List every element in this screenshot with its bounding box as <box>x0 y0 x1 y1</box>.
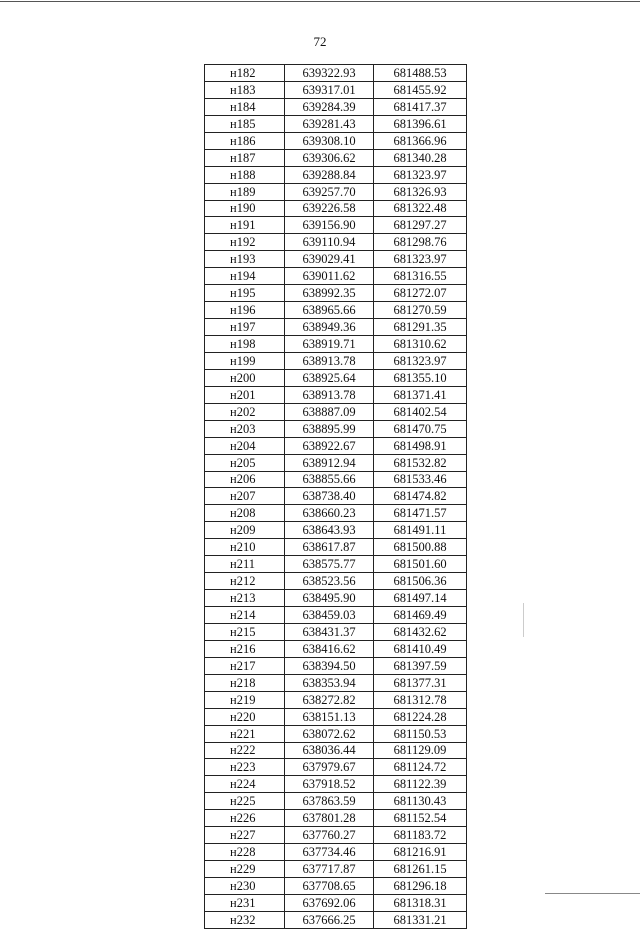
table-row <box>205 183 467 200</box>
x-coordinate-cell: 639284.39 <box>285 98 374 115</box>
y-coordinate-cell: 681488.53 <box>374 65 467 82</box>
point-id-cell: н223 <box>205 759 285 776</box>
y-coordinate-cell: 681377.31 <box>374 674 467 691</box>
y-coordinate-cell: 681291.35 <box>374 319 467 336</box>
y-coordinate-cell: 681455.92 <box>374 81 467 98</box>
point-id-cell: н209 <box>205 522 285 539</box>
x-coordinate-cell: 638431.37 <box>285 623 374 640</box>
table-row <box>205 386 467 403</box>
point-id-cell: н229 <box>205 861 285 878</box>
table-row <box>205 234 467 251</box>
x-coordinate-cell: 638394.50 <box>285 657 374 674</box>
y-coordinate-cell: 681216.91 <box>374 844 467 861</box>
point-id-cell: н193 <box>205 251 285 268</box>
y-coordinate-cell: 681316.55 <box>374 268 467 285</box>
coordinates-table-body <box>205 65 467 929</box>
y-coordinate-cell: 681533.46 <box>374 471 467 488</box>
table-row <box>205 793 467 810</box>
point-id-cell: н186 <box>205 132 285 149</box>
table-row <box>205 607 467 624</box>
point-id-cell: н190 <box>205 200 285 217</box>
y-coordinate-cell: 681310.62 <box>374 336 467 353</box>
point-id-cell: н200 <box>205 369 285 386</box>
table-row <box>205 369 467 386</box>
point-id-cell: н201 <box>205 386 285 403</box>
x-coordinate-cell: 638353.94 <box>285 674 374 691</box>
x-coordinate-cell: 638738.40 <box>285 488 374 505</box>
x-coordinate-cell: 638992.35 <box>285 285 374 302</box>
point-id-cell: н206 <box>205 471 285 488</box>
y-coordinate-cell: 681432.62 <box>374 623 467 640</box>
table-row <box>205 65 467 82</box>
x-coordinate-cell: 638072.62 <box>285 725 374 742</box>
x-coordinate-cell: 638949.36 <box>285 319 374 336</box>
point-id-cell: н228 <box>205 844 285 861</box>
y-coordinate-cell: 681122.39 <box>374 776 467 793</box>
table-row <box>205 81 467 98</box>
y-coordinate-cell: 681417.37 <box>374 98 467 115</box>
table-row <box>205 776 467 793</box>
table-row <box>205 488 467 505</box>
point-id-cell: н189 <box>205 183 285 200</box>
point-id-cell: н208 <box>205 505 285 522</box>
table-row <box>205 471 467 488</box>
y-coordinate-cell: 681312.78 <box>374 691 467 708</box>
table-row <box>205 674 467 691</box>
point-id-cell: н226 <box>205 810 285 827</box>
y-coordinate-cell: 681224.28 <box>374 708 467 725</box>
table-row <box>205 844 467 861</box>
point-id-cell: н218 <box>205 674 285 691</box>
x-coordinate-cell: 639257.70 <box>285 183 374 200</box>
point-id-cell: н205 <box>205 454 285 471</box>
y-coordinate-cell: 681323.97 <box>374 166 467 183</box>
x-coordinate-cell: 639029.41 <box>285 251 374 268</box>
x-coordinate-cell: 637666.25 <box>285 911 374 928</box>
table-row <box>205 573 467 590</box>
point-id-cell: н191 <box>205 217 285 234</box>
y-coordinate-cell: 681318.31 <box>374 894 467 911</box>
table-row <box>205 725 467 742</box>
coordinates-table <box>204 64 467 929</box>
x-coordinate-cell: 637918.52 <box>285 776 374 793</box>
x-coordinate-cell: 638913.78 <box>285 386 374 403</box>
y-coordinate-cell: 681474.82 <box>374 488 467 505</box>
y-coordinate-cell: 681402.54 <box>374 403 467 420</box>
x-coordinate-cell: 637717.87 <box>285 861 374 878</box>
point-id-cell: н211 <box>205 556 285 573</box>
x-coordinate-cell: 638660.23 <box>285 505 374 522</box>
table-row <box>205 522 467 539</box>
table-row <box>205 827 467 844</box>
table-row <box>205 336 467 353</box>
x-coordinate-cell: 638151.13 <box>285 708 374 725</box>
y-coordinate-cell: 681397.59 <box>374 657 467 674</box>
x-coordinate-cell: 639110.94 <box>285 234 374 251</box>
y-coordinate-cell: 681506.36 <box>374 573 467 590</box>
y-coordinate-cell: 681371.41 <box>374 386 467 403</box>
x-coordinate-cell: 637708.65 <box>285 878 374 895</box>
table-row <box>205 759 467 776</box>
x-coordinate-cell: 638459.03 <box>285 607 374 624</box>
top-border-line <box>0 1 640 2</box>
table-row <box>205 149 467 166</box>
point-id-cell: н204 <box>205 437 285 454</box>
x-coordinate-cell: 639317.01 <box>285 81 374 98</box>
table-row <box>205 861 467 878</box>
y-coordinate-cell: 681323.97 <box>374 251 467 268</box>
point-id-cell: н183 <box>205 81 285 98</box>
table-row <box>205 691 467 708</box>
y-coordinate-cell: 681152.54 <box>374 810 467 827</box>
point-id-cell: н217 <box>205 657 285 674</box>
point-id-cell: н197 <box>205 319 285 336</box>
point-id-cell: н220 <box>205 708 285 725</box>
x-coordinate-cell: 638855.66 <box>285 471 374 488</box>
point-id-cell: н232 <box>205 911 285 928</box>
y-coordinate-cell: 681130.43 <box>374 793 467 810</box>
x-coordinate-cell: 638416.62 <box>285 640 374 657</box>
scan-artifact-line <box>523 603 524 637</box>
point-id-cell: н207 <box>205 488 285 505</box>
x-coordinate-cell: 638272.82 <box>285 691 374 708</box>
y-coordinate-cell: 681323.97 <box>374 352 467 369</box>
point-id-cell: н216 <box>205 640 285 657</box>
y-coordinate-cell: 681410.49 <box>374 640 467 657</box>
y-coordinate-cell: 681326.93 <box>374 183 467 200</box>
y-coordinate-cell: 681532.82 <box>374 454 467 471</box>
table-row <box>205 285 467 302</box>
y-coordinate-cell: 681296.18 <box>374 878 467 895</box>
y-coordinate-cell: 681331.21 <box>374 911 467 928</box>
y-coordinate-cell: 681471.57 <box>374 505 467 522</box>
table-row <box>205 166 467 183</box>
table-row <box>205 894 467 911</box>
x-coordinate-cell: 638523.56 <box>285 573 374 590</box>
point-id-cell: н227 <box>205 827 285 844</box>
point-id-cell: н215 <box>205 623 285 640</box>
x-coordinate-cell: 638643.93 <box>285 522 374 539</box>
point-id-cell: н187 <box>205 149 285 166</box>
point-id-cell: н224 <box>205 776 285 793</box>
y-coordinate-cell: 681297.27 <box>374 217 467 234</box>
point-id-cell: н212 <box>205 573 285 590</box>
x-coordinate-cell: 638495.90 <box>285 590 374 607</box>
y-coordinate-cell: 681491.11 <box>374 522 467 539</box>
x-coordinate-cell: 638922.67 <box>285 437 374 454</box>
table-row <box>205 539 467 556</box>
table-row <box>205 403 467 420</box>
y-coordinate-cell: 681469.49 <box>374 607 467 624</box>
y-coordinate-cell: 681340.28 <box>374 149 467 166</box>
x-coordinate-cell: 638965.66 <box>285 302 374 319</box>
point-id-cell: н184 <box>205 98 285 115</box>
x-coordinate-cell: 637801.28 <box>285 810 374 827</box>
y-coordinate-cell: 681366.96 <box>374 132 467 149</box>
point-id-cell: н230 <box>205 878 285 895</box>
x-coordinate-cell: 637734.46 <box>285 844 374 861</box>
x-coordinate-cell: 638925.64 <box>285 369 374 386</box>
table-row <box>205 590 467 607</box>
x-coordinate-cell: 639288.84 <box>285 166 374 183</box>
point-id-cell: н194 <box>205 268 285 285</box>
point-id-cell: н231 <box>205 894 285 911</box>
table-row <box>205 319 467 336</box>
x-coordinate-cell: 639306.62 <box>285 149 374 166</box>
point-id-cell: н225 <box>205 793 285 810</box>
table-row <box>205 115 467 132</box>
x-coordinate-cell: 639226.58 <box>285 200 374 217</box>
y-coordinate-cell: 681129.09 <box>374 742 467 759</box>
table-row <box>205 810 467 827</box>
point-id-cell: н221 <box>205 725 285 742</box>
table-row <box>205 911 467 928</box>
table-row <box>205 657 467 674</box>
x-coordinate-cell: 639011.62 <box>285 268 374 285</box>
x-coordinate-cell: 638036.44 <box>285 742 374 759</box>
page-number: 72 <box>313 34 327 49</box>
y-coordinate-cell: 681497.14 <box>374 590 467 607</box>
table-row <box>205 742 467 759</box>
x-coordinate-cell: 638913.78 <box>285 352 374 369</box>
table-row <box>205 878 467 895</box>
table-row <box>205 556 467 573</box>
x-coordinate-cell: 638895.99 <box>285 420 374 437</box>
point-id-cell: н182 <box>205 65 285 82</box>
point-id-cell: н222 <box>205 742 285 759</box>
x-coordinate-cell: 637863.59 <box>285 793 374 810</box>
y-coordinate-cell: 681322.48 <box>374 200 467 217</box>
table-row <box>205 437 467 454</box>
table-row <box>205 268 467 285</box>
y-coordinate-cell: 681272.07 <box>374 285 467 302</box>
x-coordinate-cell: 637979.67 <box>285 759 374 776</box>
y-coordinate-cell: 681470.75 <box>374 420 467 437</box>
y-coordinate-cell: 681396.61 <box>374 115 467 132</box>
point-id-cell: н213 <box>205 590 285 607</box>
table-row <box>205 217 467 234</box>
y-coordinate-cell: 681124.72 <box>374 759 467 776</box>
table-row <box>205 302 467 319</box>
y-coordinate-cell: 681500.88 <box>374 539 467 556</box>
x-coordinate-cell: 638887.09 <box>285 403 374 420</box>
table-row <box>205 454 467 471</box>
point-id-cell: н203 <box>205 420 285 437</box>
point-id-cell: н195 <box>205 285 285 302</box>
x-coordinate-cell: 637760.27 <box>285 827 374 844</box>
y-coordinate-cell: 681298.76 <box>374 234 467 251</box>
y-coordinate-cell: 681501.60 <box>374 556 467 573</box>
x-coordinate-cell: 638912.94 <box>285 454 374 471</box>
x-coordinate-cell: 639281.43 <box>285 115 374 132</box>
y-coordinate-cell: 681150.53 <box>374 725 467 742</box>
point-id-cell: н210 <box>205 539 285 556</box>
point-id-cell: н199 <box>205 352 285 369</box>
table-row <box>205 352 467 369</box>
table-row <box>205 98 467 115</box>
table-row <box>205 708 467 725</box>
y-coordinate-cell: 681498.91 <box>374 437 467 454</box>
bottom-edge-line <box>545 893 640 894</box>
point-id-cell: н214 <box>205 607 285 624</box>
x-coordinate-cell: 638617.87 <box>285 539 374 556</box>
y-coordinate-cell: 681183.72 <box>374 827 467 844</box>
point-id-cell: н188 <box>205 166 285 183</box>
table-row <box>205 640 467 657</box>
x-coordinate-cell: 638575.77 <box>285 556 374 573</box>
table-row <box>205 505 467 522</box>
x-coordinate-cell: 639156.90 <box>285 217 374 234</box>
y-coordinate-cell: 681355.10 <box>374 369 467 386</box>
x-coordinate-cell: 639322.93 <box>285 65 374 82</box>
y-coordinate-cell: 681261.15 <box>374 861 467 878</box>
table-row <box>205 420 467 437</box>
x-coordinate-cell: 637692.06 <box>285 894 374 911</box>
y-coordinate-cell: 681270.59 <box>374 302 467 319</box>
point-id-cell: н196 <box>205 302 285 319</box>
table-row <box>205 623 467 640</box>
point-id-cell: н185 <box>205 115 285 132</box>
table-row <box>205 132 467 149</box>
point-id-cell: н219 <box>205 691 285 708</box>
point-id-cell: н198 <box>205 336 285 353</box>
table-row <box>205 200 467 217</box>
point-id-cell: н202 <box>205 403 285 420</box>
x-coordinate-cell: 639308.10 <box>285 132 374 149</box>
point-id-cell: н192 <box>205 234 285 251</box>
table-row <box>205 251 467 268</box>
x-coordinate-cell: 638919.71 <box>285 336 374 353</box>
